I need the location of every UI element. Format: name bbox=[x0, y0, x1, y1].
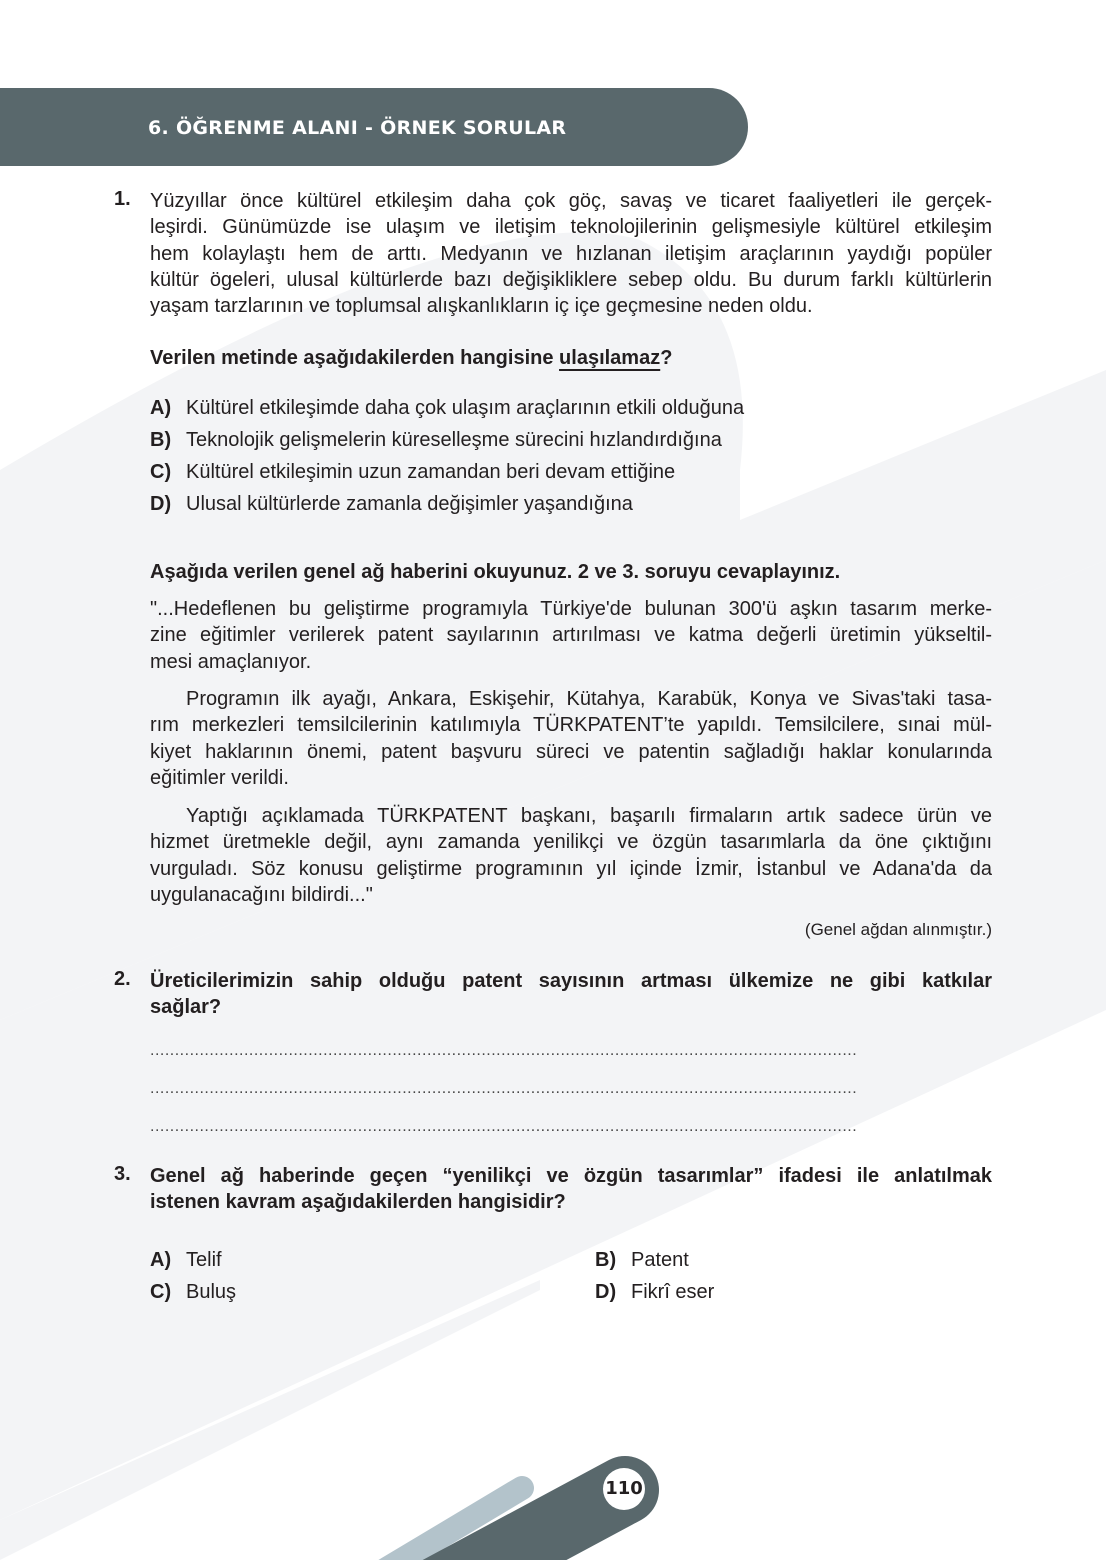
option-text: Buluş bbox=[186, 1281, 237, 1303]
question-1-prompt bbox=[150, 345, 992, 371]
option-text: Fikrî eser bbox=[631, 1281, 715, 1303]
text-line: sağlar? bbox=[150, 996, 222, 1019]
prompt-end: ? bbox=[660, 347, 673, 369]
text-line: mesi amaçlanıyor. bbox=[150, 650, 312, 673]
section-title: 6. ÖĞRENME ALANI - ÖRNEK SORULAR bbox=[148, 117, 567, 139]
option-text: Teknolojik gelişmelerin küreselleşme sürecini hızlandırdığına bbox=[186, 429, 722, 451]
passage-paragraph-3 bbox=[150, 803, 992, 908]
text-line: "...Hedeflenen bu geliştirme programıyla Türkiye'de bulunan 300'ü aşkın tasarım merke- bbox=[150, 598, 992, 620]
option-letter: C) bbox=[150, 1281, 172, 1303]
text-line: uygulanacağını bildirdi..." bbox=[150, 883, 373, 906]
option-text: Kültürel etkileşimin uzun zamandan beri devam ettiğine bbox=[186, 461, 676, 483]
text-line: Programın ilk ayağı, Ankara, Eskişehir, Kütahya, Karabük, Konya ve Sivas'taki tasa- bbox=[186, 688, 992, 710]
option-text: Telif bbox=[186, 1249, 222, 1271]
text-line: rım merkezleri temsilcilerinin katılımıyla TÜRKPATENT’te yapıldı. Temsilcilere, sınai mül- bbox=[150, 714, 992, 737]
section-header bbox=[0, 88, 748, 166]
text-line: kiyet haklarının önemi, patent başvuru süreci ve patentin sağladığı haklar konularında bbox=[150, 740, 992, 763]
option-letter: D) bbox=[150, 493, 172, 515]
text-line: Yüzyıllar önce kültürel etkileşim daha çok göç, savaş ve ticaret faaliyetleri ile gerçek- bbox=[150, 190, 992, 212]
q1-option-a[interactable] bbox=[150, 397, 744, 420]
text-line: Yaptığı açıklamada TÜRKPATENT başkanı, başarılı firmaların artık sadece ürün ve bbox=[186, 805, 992, 827]
passage-instruction: Aşağıda verilen genel ağ haberini okuyunuz. 2 ve 3. soruyu cevaplayınız. bbox=[150, 561, 841, 583]
answer-line-1[interactable]: ............................................................................................................................................... bbox=[150, 1042, 858, 1059]
q3-option-b[interactable] bbox=[595, 1249, 689, 1272]
option-text: Patent bbox=[631, 1249, 689, 1271]
question-1-text bbox=[150, 188, 992, 319]
q3-option-a[interactable] bbox=[150, 1249, 222, 1272]
text-line: zine eğitimler verilerek patent sayılarının artırılması ve katma değerli üretimin yükseltil- bbox=[150, 624, 992, 647]
option-letter: D) bbox=[595, 1281, 617, 1303]
text-line: yaşam tarzlarının ve toplumsal alışkanlıkların iç içe geçmesine neden oldu. bbox=[150, 295, 813, 318]
text-line: hem kolaylaştı hem de arttı. Medyanın ve hızlanan iletişim araçlarının yaydığı popüler bbox=[150, 242, 992, 265]
option-letter: A) bbox=[150, 1249, 172, 1271]
option-letter: A) bbox=[150, 397, 172, 419]
text-line: vurguladı. Söz konusu geliştirme programının yıl içinde İzmir, İstanbul ve Adana'da da bbox=[150, 857, 992, 880]
text-line: kültür ögeleri, ulusal kültürlerde bazı değişikliklere sebep oldu. Bu durum farklı kültürlerin bbox=[150, 268, 992, 291]
option-text: Ulusal kültürlerde zamanla değişimler yaşandığına bbox=[186, 493, 633, 515]
q1-option-c[interactable] bbox=[150, 461, 675, 484]
prompt-underlined: ulaşılamaz bbox=[559, 347, 661, 369]
question-2-text bbox=[150, 968, 992, 1021]
q1-option-b[interactable] bbox=[150, 429, 722, 452]
option-letter: C) bbox=[150, 461, 172, 483]
answer-line-3[interactable]: ............................................................................................................................................... bbox=[150, 1118, 858, 1135]
text-line: Genel ağ haberinde geçen “yenilikçi ve özgün tasarımlar” ifadesi ile anlatılmak bbox=[150, 1165, 992, 1187]
prompt-text: Verilen metinde aşağıdakilerden hangisine bbox=[150, 347, 560, 369]
text-line: eğitimler verildi. bbox=[150, 766, 289, 789]
text-line: Üreticilerimizin sahip olduğu patent sayısının artması ülkemize ne gibi katkılar bbox=[150, 970, 992, 992]
q1-option-d[interactable] bbox=[150, 493, 633, 516]
question-1-number: 1. bbox=[114, 188, 131, 210]
question-2-number: 2. bbox=[114, 968, 131, 990]
question-3-number: 3. bbox=[114, 1163, 131, 1185]
page-number: 110 bbox=[603, 1468, 645, 1510]
passage-source: (Genel ağdan alınmıştır.) bbox=[804, 920, 992, 939]
option-text: Kültürel etkileşimde daha çok ulaşım araçlarının etkili olduğuna bbox=[186, 397, 745, 419]
passage-paragraph-1 bbox=[150, 596, 992, 675]
text-line: hizmet üretmekle değil, aynı zamanda yenilikçi ve özgün tasarımlarla da öne çıktığını bbox=[150, 831, 992, 854]
q3-option-d[interactable] bbox=[595, 1281, 714, 1304]
option-letter: B) bbox=[595, 1249, 617, 1271]
passage-paragraph-2 bbox=[150, 686, 992, 791]
option-letter: B) bbox=[150, 429, 172, 451]
question-3-text bbox=[150, 1163, 992, 1216]
answer-line-2[interactable]: ............................................................................................................................................... bbox=[150, 1080, 858, 1097]
text-line: istenen kavram aşağıdakilerden hangisidir? bbox=[150, 1191, 566, 1214]
text-line: leşirdi. Günümüzde ise ulaşım ve iletişim teknolojilerinin gelişmesiyle kültürel etkileşim bbox=[150, 216, 992, 239]
q3-option-c[interactable] bbox=[150, 1281, 236, 1304]
